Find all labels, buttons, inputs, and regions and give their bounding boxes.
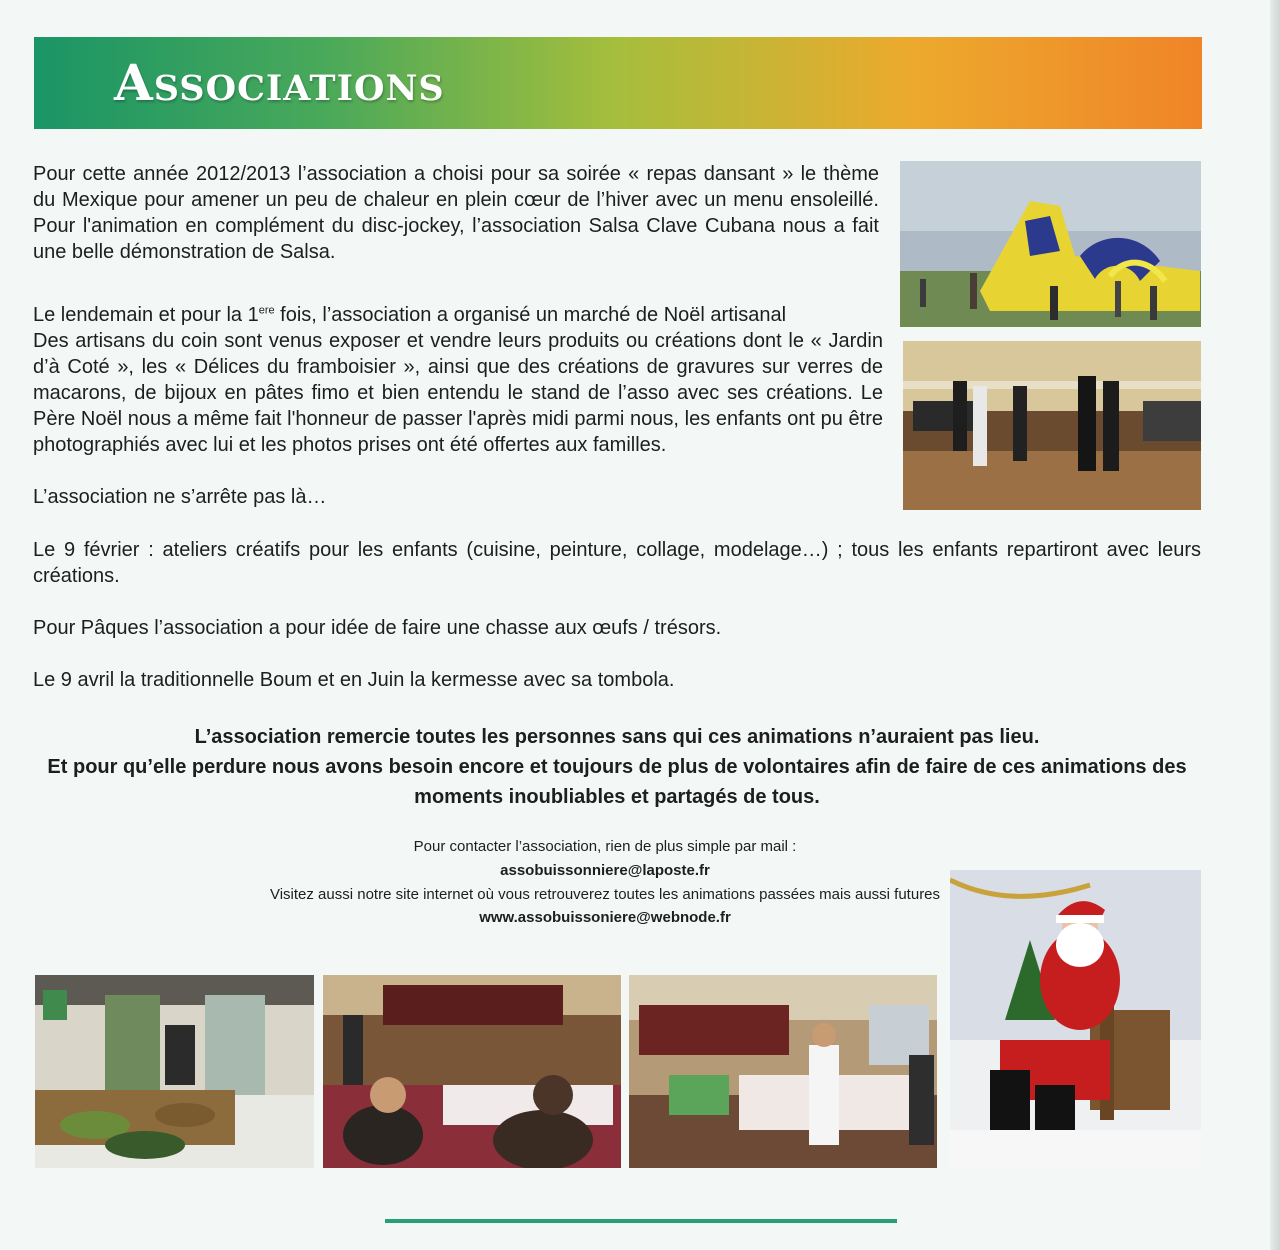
photo-inflatable <box>900 161 1201 327</box>
paragraph-soiree: Pour cette année 2012/2013 l’association a choisi pour sa soirée « repas dansant » le thème du Mexique pour amener un peu de chaleur en plein cœur de l’hiver avec un menu ensoleillé. Pour l'animation en complément du disc-jockey, l’association Salsa Clave Cubana nous a fait une belle démonstration de Salsa. <box>33 163 879 263</box>
contact-email[interactable]: assobuissonniere@laposte.fr <box>500 862 710 879</box>
paragraph-marche-noel <box>33 302 883 458</box>
paragraph-fevrier: Le 9 février : ateliers créatifs pour les enfants (cuisine, peinture, collage, modelage…) ; tous les enfants repartiront avec leurs créations. <box>33 539 1201 587</box>
header-banner <box>34 37 1202 129</box>
photo-market-crowd <box>323 975 621 1168</box>
thanks-line-1: L’association remercie toutes les personnes sans qui ces animations n’auraient pas lieu. <box>194 726 1040 748</box>
page-edge <box>1270 0 1280 1250</box>
photo-vegetable-stall <box>35 975 314 1168</box>
photo-santa <box>950 870 1201 1168</box>
page-title: Associations <box>114 53 445 112</box>
photo-market-hall <box>629 975 937 1168</box>
paragraph-marche-noel-line1 <box>33 302 883 328</box>
paragraph-marche-noel-body: Des artisans du coin sont venus exposer et vendre leurs produits ou créations dont le « Jardin d’à Coté », les « Délices du framboisier », ainsi que des créations de gravures sur verres de macarons, de bijoux en pâtes fimo et bien entendu le stand de l’asso avec ses créations. Le Père Noël nous a même fait l'honneur de passer l'après midi parmi nous, les enfants ont pu être photographiés avec lui et les photos prises ont été offertes aux familles. <box>33 330 883 456</box>
paragraph-avril: Le 9 avril la traditionnelle Boum et en Juin la kermesse avec sa tombola. <box>33 669 675 691</box>
paragraph-suite: L’association ne s’arrête pas là… <box>33 486 327 508</box>
thanks-line-2: Et pour qu’elle perdure nous avons besoin encore et toujours de plus de volontaires afin de faire de ces animations des moments inoubliables et partagés de tous. <box>47 756 1187 808</box>
photo-dancing <box>903 341 1201 510</box>
site-intro: Visitez aussi notre site internet où vous retrouverez toutes les animations passées mais aussi futures <box>269 886 941 903</box>
paragraph-paques: Pour Pâques l’association a pour idée de faire une chasse aux œufs / trésors. <box>33 617 722 639</box>
first-line-text-end: fois, l’association a organisé un marché de Noël artisanal <box>274 304 787 326</box>
site-url[interactable]: www.assobuissoniere@webnode.fr <box>479 909 731 926</box>
superscript-ere: ere <box>258 304 275 317</box>
contact-intro: Pour contacter l’association, rien de plus simple par mail : <box>413 838 797 855</box>
footer-divider <box>385 1219 897 1223</box>
first-line-text: Le lendemain et pour la 1 <box>33 304 259 326</box>
